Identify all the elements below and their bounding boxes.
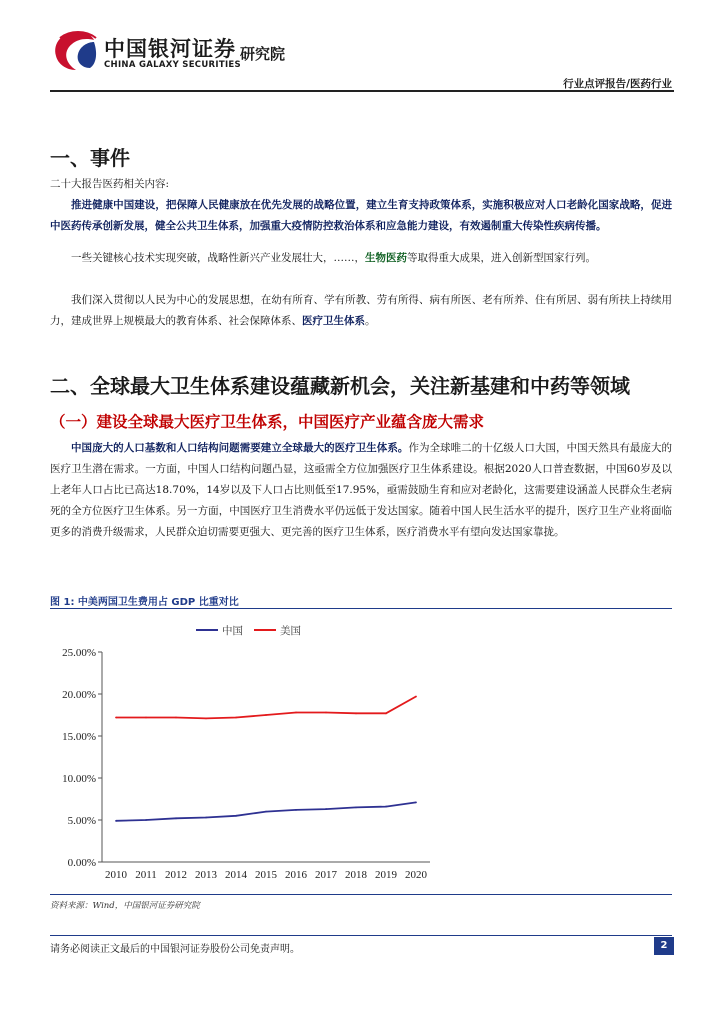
y-tick-label: 0.00%	[67, 857, 96, 869]
figure-top-rule	[50, 608, 672, 609]
legend-label-1: 美国	[280, 625, 301, 637]
data-point-0	[415, 801, 417, 803]
data-point-1	[115, 717, 117, 719]
data-point-0	[355, 807, 357, 809]
data-point-1	[385, 712, 387, 714]
section-2-text: 作为全球唯二的十亿级人口大国，中国天然具有最庞大的医疗卫生潜在需求。一方面，中国人口结构问题凸显，这亟需全方位加强医疗卫生体系建设。根据2020人口普查数据，中国60岁及以上老年人口占比已高达18.70%，14岁以及下人口占比则低至17.95%，亟需鼓励生育和应对老龄化，这需要建设涵盖人民群众生老病死的全方位医疗卫生体系。另一方面，中国医疗卫生消费水平仍远低于发达国家。随着中国人民生活水平的提升，医疗卫生产业将面临更多的消费升级需求，人民群众迫切需要更强大、更完善的医疗卫生体系，医疗消费水平有望向发达国家靠拢。	[50, 442, 673, 538]
data-point-0	[295, 809, 297, 811]
header-divider	[50, 90, 674, 92]
biomedicine-highlight: 生物医药	[365, 252, 407, 264]
data-point-0	[385, 806, 387, 808]
data-point-1	[415, 696, 417, 698]
data-point-0	[175, 817, 177, 819]
section-1-paragraph-1	[50, 195, 672, 237]
paragraph-2-end: 等取得重大成果，进入创新型国家行列。	[407, 252, 596, 264]
section-2-lead: 中国庞大的人口基数和人口结构问题需要建立全球最大的医疗卫生体系。	[71, 442, 409, 454]
healthcare-system-highlight: 医疗卫生体系	[302, 315, 365, 327]
data-point-0	[325, 808, 327, 810]
data-point-0	[235, 815, 237, 817]
x-tick-label: 2018	[345, 869, 367, 881]
figure-title: 图 1: 中美两国卫生费用占 GDP 比重对比	[50, 597, 239, 608]
data-point-1	[175, 717, 177, 719]
brand-institute: 研究院	[240, 45, 286, 63]
x-tick-label: 2015	[255, 869, 277, 881]
x-tick-label: 2012	[165, 869, 187, 881]
section-1-heading: 一、事件	[50, 146, 130, 170]
brand-name-cn: 中国银河证券	[104, 37, 236, 61]
data-point-1	[325, 712, 327, 714]
figure-bottom-rule	[50, 894, 672, 895]
x-tick-label: 2014	[225, 869, 247, 881]
y-tick-label: 5.00%	[67, 815, 96, 827]
section-2-heading: 二、全球最大卫生体系建设蕴藏新机会，关注新基建和中药等领域	[50, 374, 630, 398]
data-point-1	[235, 717, 237, 719]
legend-label-0: 中国	[222, 625, 243, 637]
y-tick-label: 10.00%	[62, 773, 96, 785]
brand-name-en: CHINA GALAXY SECURITIES	[104, 60, 241, 70]
paragraph-3-end: 。	[365, 315, 376, 327]
footer-disclaimer: 请务必阅读正文最后的中国银河证券股份公司免责声明。	[50, 944, 300, 955]
report-type-label: 行业点评报告/医药行业	[563, 78, 672, 90]
data-point-1	[205, 717, 207, 719]
x-tick-label: 2019	[375, 869, 397, 881]
section-1-intro: 二十大报告医药相关内容:	[50, 178, 170, 190]
x-tick-label: 2010	[105, 869, 127, 881]
data-point-0	[115, 820, 117, 822]
section-1-paragraph-3	[50, 290, 672, 332]
data-point-1	[265, 714, 267, 716]
x-tick-label: 2016	[285, 869, 307, 881]
section-1-paragraph-2	[50, 248, 672, 269]
footer-rule	[50, 935, 672, 936]
galaxy-logo-icon	[50, 28, 100, 74]
x-tick-label: 2020	[405, 869, 427, 881]
paragraph-3-text: 我们深入贯彻以人民为中心的发展思想，在幼有所育、学有所教、劳有所得、病有所医、老有所养、住有所居、弱有所扶上持续用力，建成世界上规模最大的教育体系、社会保障体系、	[50, 294, 672, 327]
data-point-1	[295, 712, 297, 714]
section-2-subheading: （一）建设全球最大医疗卫生体系，中国医疗产业蕴含庞大需求	[50, 413, 485, 431]
data-point-1	[355, 712, 357, 714]
data-point-1	[145, 717, 147, 719]
data-point-0	[145, 819, 147, 821]
policy-quote: 推进健康中国建设，把保障人民健康放在优先发展的战略位置，建立生育支持政策体系，实施积极应对人口老龄化国家战略，促进中医药传承创新发展，健全公共卫生体系，加强重大疫情防控救治体系和应急能力建设，有效遏制重大传染性疾病传播。	[50, 199, 672, 232]
paragraph-2-text: 一些关键核心技术实现突破，战略性新兴产业发展壮大，……，	[71, 252, 365, 264]
data-point-0	[265, 811, 267, 813]
x-tick-label: 2011	[135, 869, 157, 881]
y-tick-label: 20.00%	[62, 689, 96, 701]
y-tick-label: 15.00%	[62, 731, 96, 743]
x-tick-label: 2013	[195, 869, 217, 881]
figure-source: 资料来源：Wind，中国银河证券研究院	[50, 901, 200, 911]
page-number: 2	[654, 937, 674, 955]
health-spending-chart	[50, 612, 450, 892]
y-tick-label: 25.00%	[62, 647, 96, 659]
data-point-0	[205, 817, 207, 819]
x-tick-label: 2017	[315, 869, 337, 881]
section-2-paragraph	[50, 438, 672, 543]
